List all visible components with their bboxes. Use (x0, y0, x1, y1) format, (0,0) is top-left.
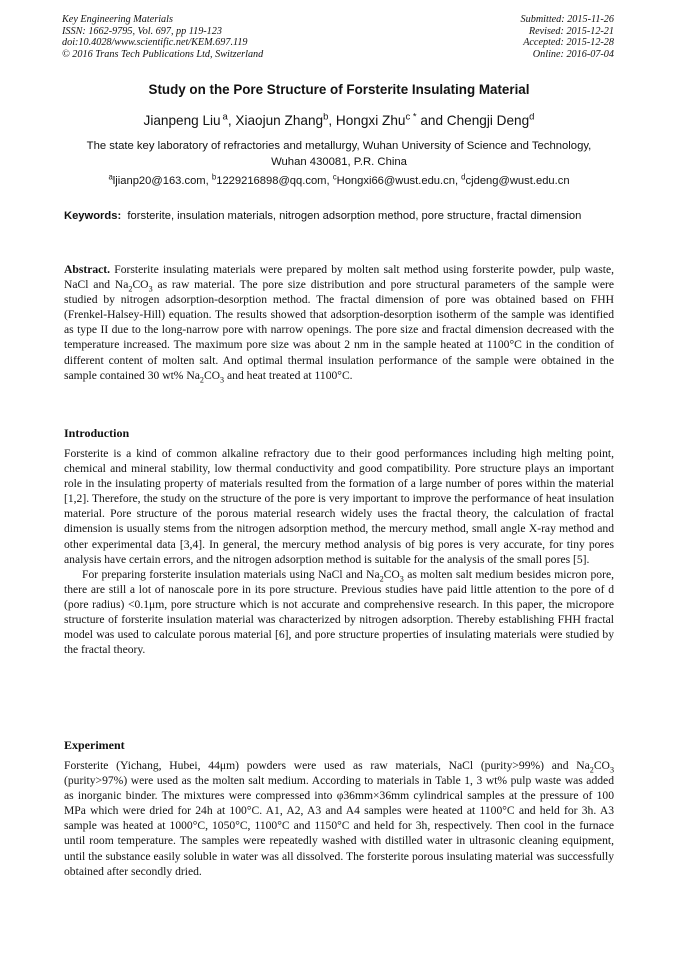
paragraph-text: CO (383, 567, 400, 581)
abstract-text: CO (203, 368, 221, 382)
abstract-label: Abstract. (64, 263, 111, 276)
keywords-text: forsterite, insulation materials, nitrogen adsorption method, pore structure, fractal dimension (127, 210, 582, 222)
author-emails (40, 172, 638, 187)
author-name: Jianpeng Liu (143, 113, 221, 128)
author-list: Jianpeng Liu $^a$, Xiaojun Zhang$^b$, Hongxi Zhu$^{c *}$ and Chengji Deng$^d$ (143, 111, 535, 128)
date-revised: Revised: 2015-12-21 (528, 25, 614, 37)
paper-title: Study on the Pore Structure of Forsterite Insulating Material (148, 82, 530, 97)
author-affil-mark: d (529, 111, 535, 123)
abstract-text: as raw material. The pore size distribution and pore structural parameters of the sample were studied by nitrogen adsorption-desorption method. The fractal dimension of pore was obtained based on FHH (Frenkel-Halsey-Hill) equation. The results showed that adsorption-desorption isotherm of the sample was identified as type II due to the long-narrow pore with narrow openings. The pore size and fractal dimension decreased with the temperature increased. The maximum pore size was about 2 nm in the sample heated at 1100°C in the condition of different content of molten salt. And optimal thermal insulation performance of the sample were obtained in the sample contained 30 wt% Na (64, 278, 614, 382)
section-heading-experiment: Experiment (64, 738, 125, 752)
date-online: Online: 2016-07-04 (532, 48, 614, 60)
experiment-paragraph (64, 758, 614, 879)
subscript: 3 (148, 284, 153, 294)
subscript: 3 (399, 574, 404, 584)
email-mark: d (461, 172, 466, 182)
email-link[interactable]: 1229216898@qq.com, (216, 175, 330, 187)
section-heading-introduction: Introduction (64, 426, 130, 440)
email-mark: c (332, 172, 337, 182)
introduction-section (64, 446, 614, 657)
affiliation: The state key laboratory of refractories and metallurgy, Wuhan University of Science and Technology, Wuhan 430081, P.R. China (86, 140, 592, 168)
subscript: 2 (199, 374, 204, 384)
email-link[interactable]: ljianp20@163.com, (112, 175, 209, 187)
author-name: Chengji Deng (446, 113, 530, 128)
author-affil-mark: b (323, 111, 329, 123)
subscript: 3 (220, 374, 225, 384)
journal-doi[interactable]: doi:10.4028/www.scientific.net/KEM.697.119 (62, 37, 248, 49)
paragraph-text: as molten salt medium besides micron pore, there are still a lot of nanoscale pore in its pore structure. Previous studies have paid little attention to the pore of d (pore radius) <0.1μm, pore structure which is not accurate and comprehensive research. In this paper, the micropore structure of forsterite insulation material was characterized by nitrogen adsorption. Thereby establishing FHH fractal model was used to calculate porous material [6], and pore structure properties of insulating materials were studied by the fractal theory. (64, 567, 614, 657)
journal-copyright: © 2016 Trans Tech Publications Ltd, Switzerland (62, 48, 264, 60)
author-name: Xiaojun Zhang (235, 113, 324, 128)
subscript: 2 (128, 284, 133, 294)
date-accepted: Accepted: 2015-12-28 (523, 37, 614, 49)
date-submitted: Submitted: 2015-11-26 (520, 14, 614, 25)
paragraph-text: CO (593, 759, 610, 772)
author-name: Hongxi Zhu (335, 113, 406, 128)
subscript: 2 (589, 765, 594, 775)
keywords-label: Keywords: (64, 210, 122, 222)
author-affil-mark: a (222, 111, 228, 123)
email-mark: b (211, 172, 217, 182)
keywords (64, 209, 614, 224)
author-conjunction: and (420, 113, 444, 128)
abstract (64, 262, 614, 383)
introduction-paragraph: Forsterite is a kind of common alkaline refractory due to their good performances including high melting point, chemical and mineral stability, low thermal conductivity and good compatibility. Pore structure plays an important role in the insulating property of materials resulted from the formation of a large number of pores within the material [1,2]. Therefore, the study on the structure of the pore is very important to improve the performance of heat insulation material. Pore structure of the porous material research widely uses the fractal theory, the calculation of fractal dimension is usually stems from the nitrogen adsorption method, the mercury method, small angle X-ray method and other experimental data [3,4]. In general, the mercury method analysis of big pores is very accurate, for tiny pores analysis have certain errors, and the nitrogen adsorption method is suitable for the analysis of the small pores [5]. (64, 447, 614, 566)
paragraph-text: Forsterite (Yichang, Hubei, 44μm) powders were used as raw materials, NaCl (purity>99%) and Na (64, 759, 590, 772)
abstract-text: and heat treated at 1100°C. (224, 368, 353, 382)
paragraph-text: (purity>97%) were used as the molten salt medium. According to materials in Table 1, 3 wt% pulp waste was added as inorganic binder. The mixtures were compressed into φ36mm×36mm cylindrical samples at the pressure of 100 MPa which were dried for 24h at 100°C. A1, A2, A3 and A4 samples were heated at 1100°C and held for 3h. A3 sample was heated at 1000°C, 1050°C, 1100°C and 1150°C and held for 3h, respectively. Then cool in the furnace until room temperature. The samples were repeatedly washed with distilled water in ultrasonic cleaning equipment, until the substance easily soluble in water was all dissolved. The forsterite porous insulating material was successfully obtained after secondly dried. (64, 774, 614, 878)
header-right (521, 14, 614, 60)
email-link[interactable]: cjdeng@wust.edu.cn (465, 175, 570, 187)
journal-issn: ISSN: 1662-9795, Vol. 697, pp 119-123 (62, 25, 222, 37)
journal-name: Key Engineering Materials (62, 14, 173, 25)
header-left (62, 14, 263, 60)
email-mark: a (108, 172, 113, 182)
abstract-text: CO (132, 278, 149, 292)
introduction-paragraph (64, 567, 614, 658)
email-link[interactable]: Hongxi66@wust.edu.cn, (336, 175, 459, 187)
abstract-text: Forsterite insulating materials were prepared by molten salt method using forsterite powder, pulp waste, NaCl and Na (64, 263, 614, 292)
author-affil-mark: c * (405, 111, 417, 123)
experiment-section (64, 758, 614, 879)
paragraph-text: For preparing forsterite insulation materials using NaCl and Na (82, 567, 380, 581)
subscript: 2 (379, 574, 384, 584)
subscript: 3 (609, 765, 614, 775)
